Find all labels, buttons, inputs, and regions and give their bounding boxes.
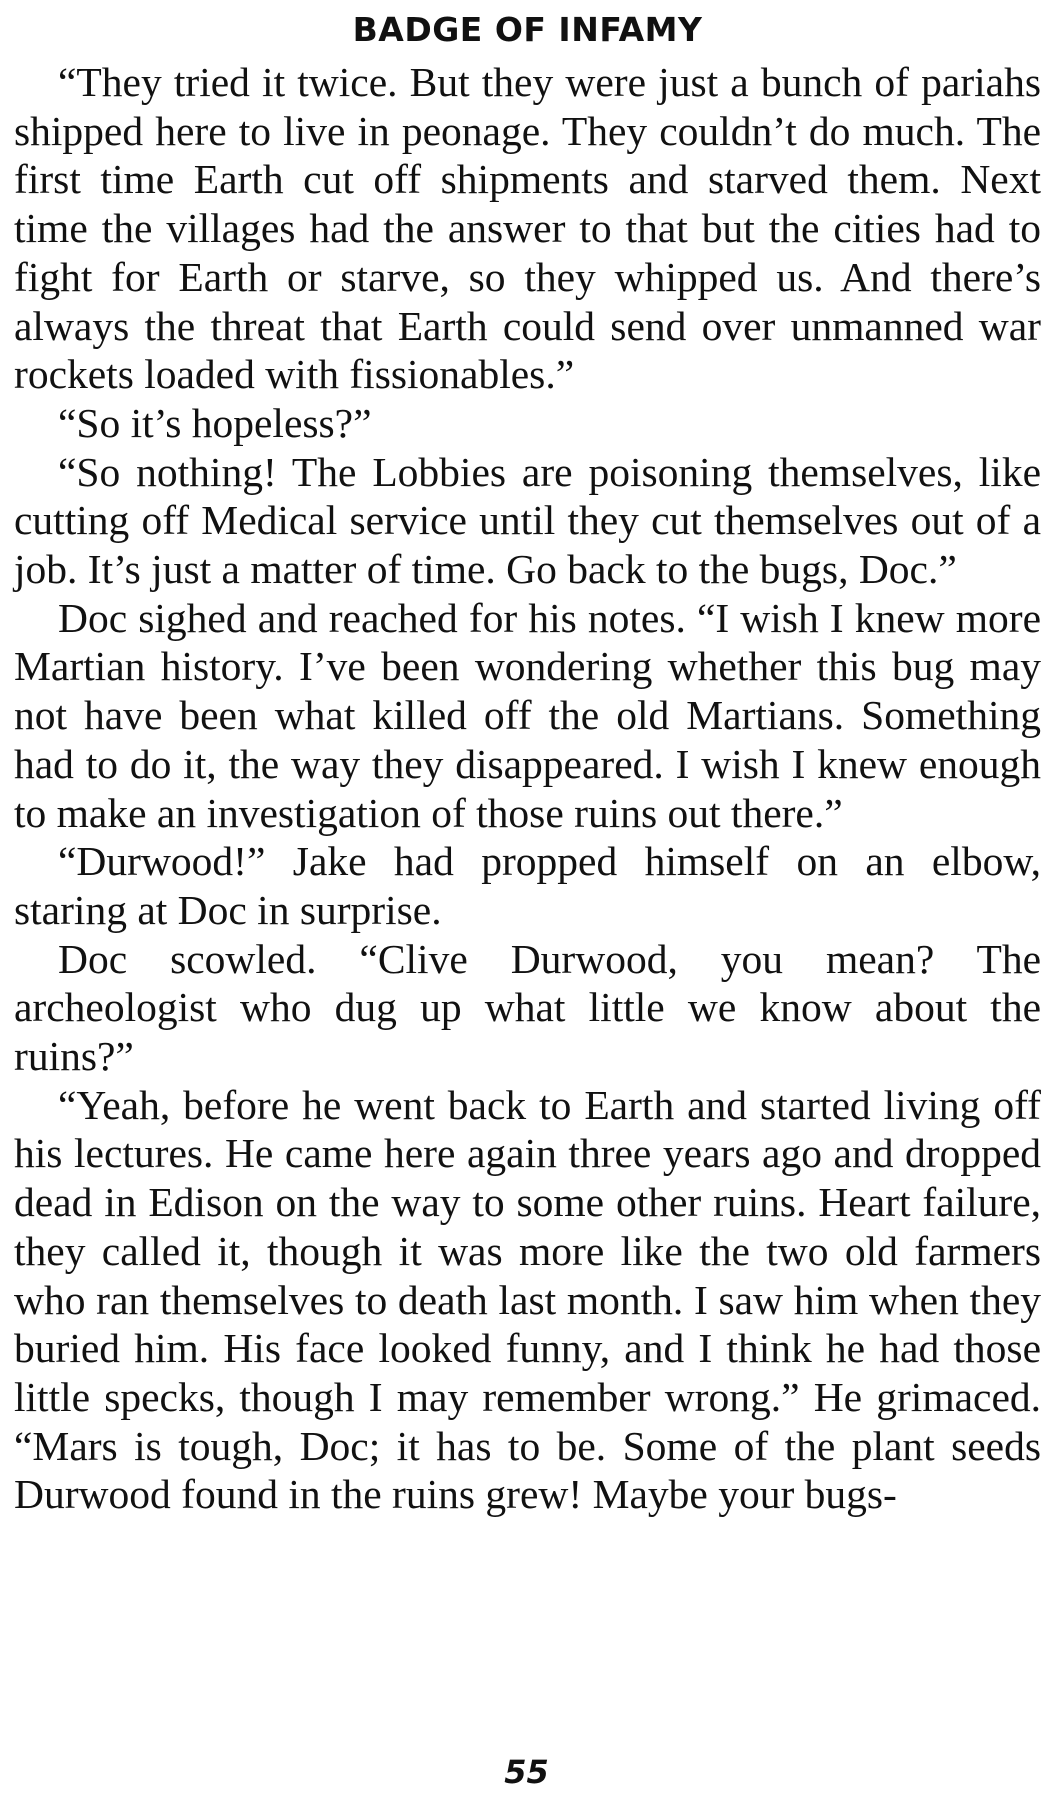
paragraph: Doc sighed and reached for his notes. “I wish I knew more Martian history. I’ve been wondering whether this bug may not have been what killed off the old Martians. Something had to do it, the way they disappeared. I wish I knew enough to make an investigation of those ruins out there.”	[14, 594, 1041, 836]
paragraph: “Yeah, before he went back to Earth and started living off his lectures. He came here again three years ago and dropped dead in Edison on the way to some other ruins. Heart failure, they called it, though it was more like the two old farmers who ran themselves to death last month. I saw him when they buried him. His face looked funny, and I think he had those little specks, though I may remember wrong.” He grimaced. “Mars is tough, Doc; it has to be. Some of the plant seeds Durwood found in the ruins grew! Maybe your bugs-	[14, 1081, 1041, 1518]
paragraph: “Durwood!” Jake had propped himself on an elbow, staring at Doc in surprise.	[14, 838, 1041, 933]
body-text	[14, 58, 1041, 1519]
paragraph: “So nothing! The Lobbies are poisoning themselves, like cutting off Medical service until they cut themselves out of a job. It’s just a matter of time. Go back to the bugs, Doc.”	[14, 448, 1041, 593]
paragraph: Doc scowled. “Clive Durwood, you mean? The archeologist who dug up what little we know about the ruins?”	[14, 935, 1041, 1080]
page-number: 55	[504, 1753, 549, 1791]
paragraph: “They tried it twice. But they were just a bunch of pariahs shipped here to live in peonage. They couldn’t do much. The first time Earth cut off shipments and starved them. Next time the villages had the answer to that but the cities had to fight for Earth or starve, so they whipped us. And there’s always the threat that Earth could send over unmanned war rockets loaded with fissionables.”	[14, 59, 1041, 398]
paragraph: “So it’s hopeless?”	[58, 399, 372, 446]
running-head: BADGE OF INFAMY	[352, 10, 703, 49]
